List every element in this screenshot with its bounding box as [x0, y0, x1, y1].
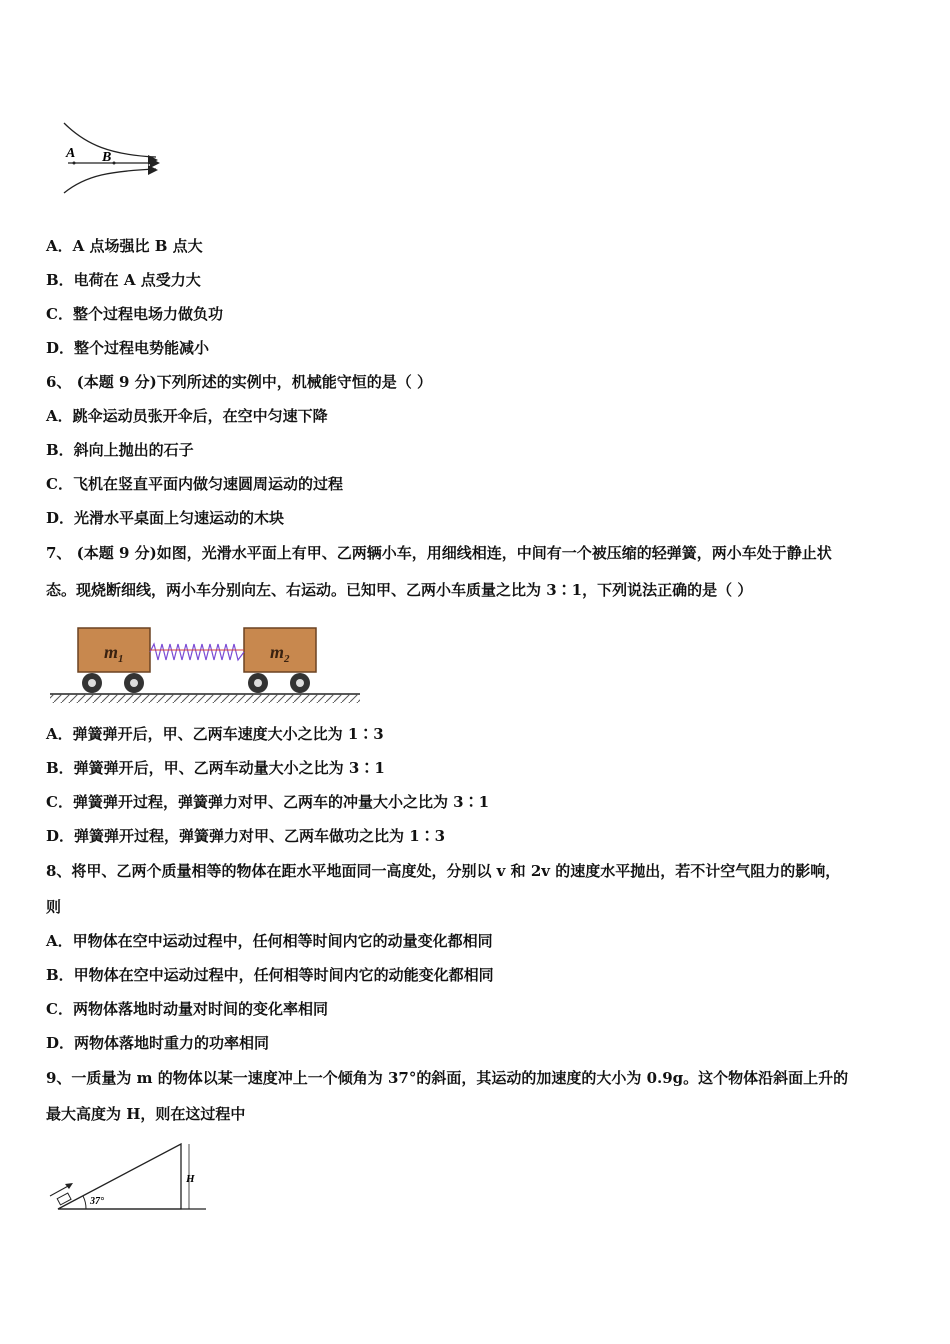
q6-option-d: D．光滑水平桌面上匀速运动的木块	[46, 509, 285, 527]
q6-option-c: C．飞机在竖直平面内做匀速圆周运动的过程	[46, 475, 343, 493]
q7-stem-line1: 7、 (本题 9 分)如图，光滑水平面上有甲、乙两辆小车，用细线相连，中间有一个被压缩的轻弹簧，两小车处于静止状	[46, 544, 832, 562]
q7-option-a: A．弹簧弹开后，甲、乙两车速度大小之比为 1∶3	[46, 725, 384, 743]
incline-figure	[46, 1138, 216, 1218]
q6-option-a: A．跳伞运动员张开伞后，在空中匀速下降	[46, 407, 328, 425]
q5-option-b: B．电荷在 A 点受力大	[46, 271, 201, 289]
q5-option-d: D．整个过程电势能减小	[46, 339, 210, 357]
point-a-label: A	[66, 146, 76, 161]
q5-option-c: C．整个过程电场力做负功	[46, 305, 223, 323]
q8-option-d: D．两物体落地时重力的功率相同	[46, 1034, 270, 1052]
q5-option-a: A．A 点场强比 B 点大	[46, 237, 203, 255]
cart-2-mass-label: $m_2$	[270, 642, 290, 665]
q9-stem-line2: 最大高度为 H，则在这过程中	[46, 1105, 246, 1123]
carts-spring-figure	[46, 622, 366, 707]
angle-label: 37°	[90, 1196, 104, 1207]
q7-stem-line2: 态。现烧断细线，两小车分别向左、右运动。已知甲、乙两小车质量之比为 3∶1，下列说法正确的是（ ）	[46, 581, 753, 599]
electric-field-figure	[56, 115, 176, 205]
height-label: H	[186, 1173, 195, 1185]
q6-option-b: B．斜向上抛出的石子	[46, 441, 194, 459]
q8-option-c: C．两物体落地时动量对时间的变化率相同	[46, 1000, 328, 1018]
ground-hatching	[50, 694, 360, 703]
cart-1-mass-label: $m_1$	[104, 642, 124, 665]
q8-stem-line1: 8、将甲、乙两个质量相等的物体在距水平地面同一高度处，分别以 v 和 2v 的速度水平抛出，若不计空气阻力的影响，	[46, 862, 841, 880]
q8-option-a: A．甲物体在空中运动过程中，任何相等时间内它的动量变化都相同	[46, 932, 493, 950]
q7-option-d: D．弹簧弹开过程，弹簧弹力对甲、乙两车做功之比为 1∶3	[46, 827, 446, 845]
compressed-spring	[150, 644, 244, 660]
incline-triangle	[58, 1144, 181, 1209]
q6-stem: 6、 (本题 9 分)下列所述的实例中，机械能守恒的是（ ）	[46, 373, 432, 391]
q7-option-c: C．弹簧弹开过程，弹簧弹力对甲、乙两车的冲量大小之比为 3∶1	[46, 793, 490, 811]
point-b-label: B	[102, 150, 112, 165]
q7-option-b: B．弹簧弹开后，甲、乙两车动量大小之比为 3∶1	[46, 759, 385, 777]
q8-option-b: B．甲物体在空中运动过程中，任何相等时间内它的动能变化都相同	[46, 966, 494, 984]
q8-stem-line2: 则	[46, 898, 62, 916]
q9-stem-line1: 9、一质量为 m 的物体以某一速度冲上一个倾角为 37°的斜面，其运动的加速度的大小为 0.9g。这个物体沿斜面上升的	[46, 1069, 849, 1087]
